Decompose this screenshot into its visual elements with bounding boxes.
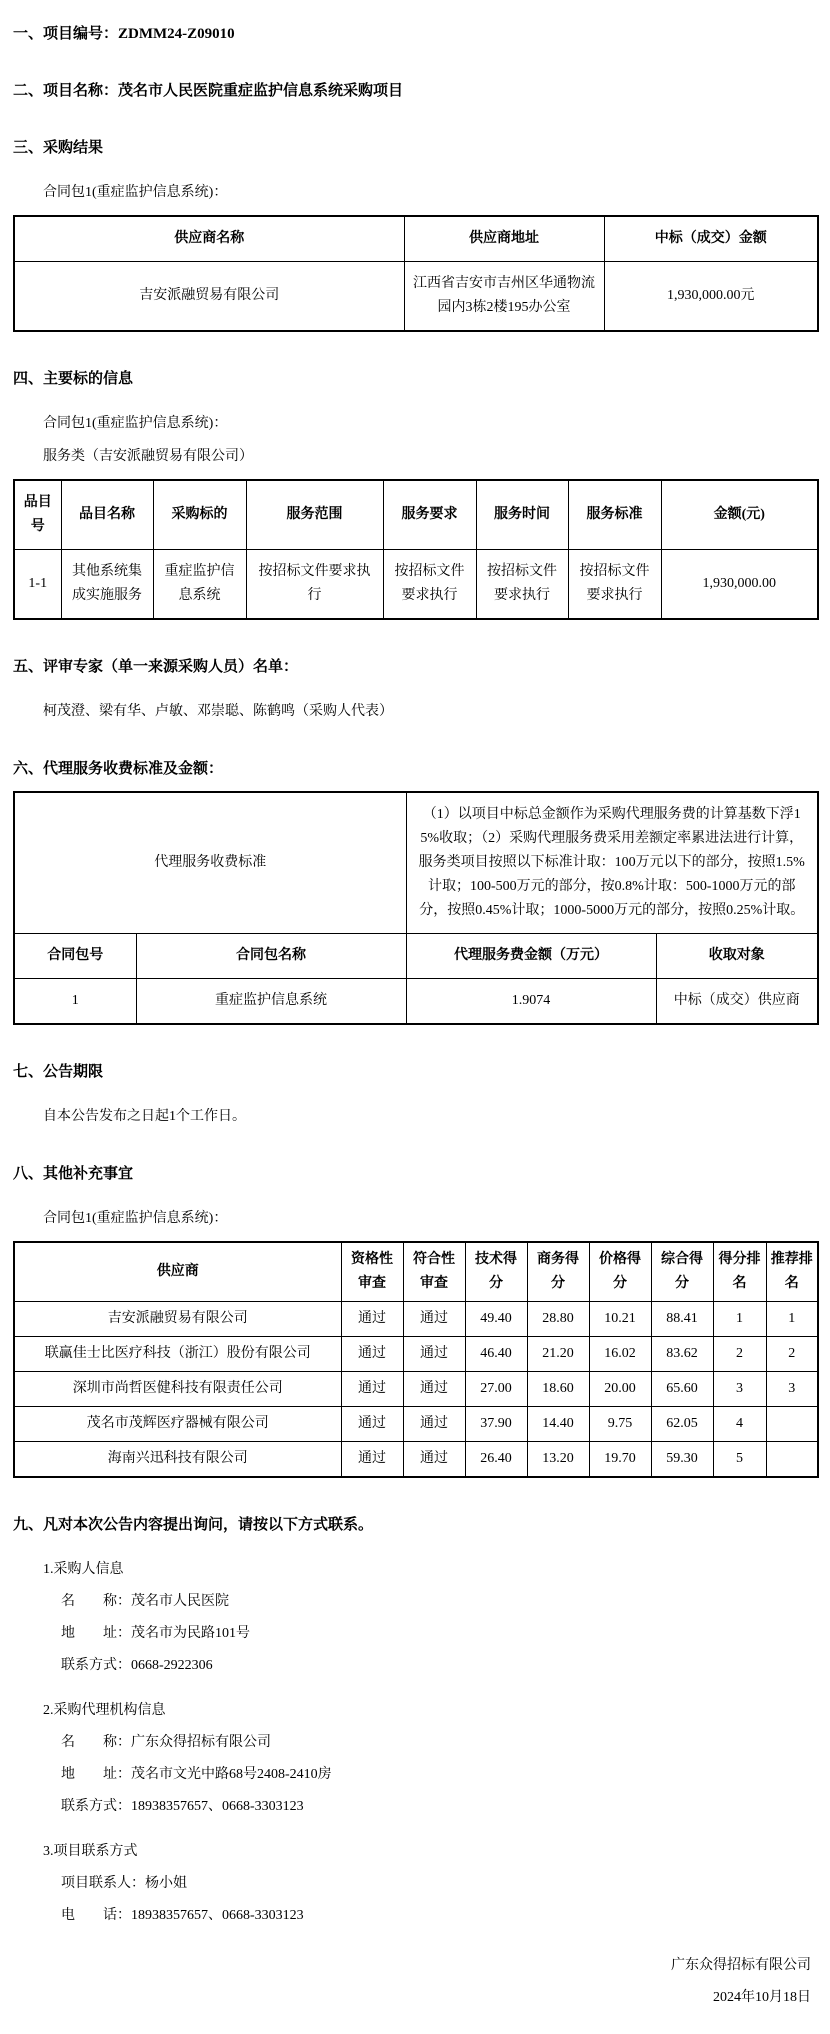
header-fee-amount: 代理服务费金额（万元） [406,934,656,979]
score-rank-cell: 4 [713,1407,766,1442]
item-table-header-row [14,480,818,550]
header-supplier: 供应商 [14,1242,341,1302]
header-item-amount: 金额(元) [661,480,818,550]
score-table-row [14,1407,818,1442]
purchaser-name-line: 名 称：茂名市人民医院 [61,1594,229,1609]
technical-score-cell: 37.90 [465,1407,527,1442]
total-score-cell: 62.05 [651,1407,713,1442]
technical-score-cell: 27.00 [465,1372,527,1407]
item-table-row [14,550,818,620]
result-table-row [14,262,818,332]
purchaser-address-line: 地 址：茂名市为民路101号 [61,1626,250,1641]
supplier-cell: 联赢佳士比医疗科技（浙江）股份有限公司 [14,1337,341,1372]
package-label-subject: 合同包1(重症监护信息系统)： [43,416,228,431]
supplier-cell: 海南兴迅科技有限公司 [14,1442,341,1478]
header-service-time: 服务时间 [476,480,568,550]
supplier-cell: 吉安派融贸易有限公司 [14,1302,341,1337]
section-title-agency-fee: 六、代理服务收费标准及金额： [13,761,224,777]
agency-fee-table [13,791,819,1025]
technical-score-cell: 46.40 [465,1337,527,1372]
qualification-cell: 通过 [341,1372,403,1407]
technical-score-cell: 26.40 [465,1442,527,1478]
header-item-name: 品目名称 [61,480,153,550]
header-fee-payer: 收取对象 [656,934,818,979]
section-title-project-number: 一、项目编号：ZDMM24-Z09010 [13,26,235,42]
signature-date: 2024年10月18日 [713,1990,811,2005]
purchaser-info-title: 1.采购人信息 [43,1562,124,1577]
header-score-rank: 得分排名 [713,1242,766,1302]
recommend-rank-cell: 2 [766,1337,818,1372]
recommend-rank-cell [766,1442,818,1478]
announcement-period-text: 自本公告发布之日起1个工作日。 [43,1109,246,1124]
score-table-row [14,1302,818,1337]
package-label-result: 合同包1(重症监护信息系统)： [43,185,228,200]
price-score-cell: 9.75 [589,1407,651,1442]
recommend-rank-cell: 3 [766,1372,818,1407]
section-title-main-subject-info: 四、主要标的信息 [13,371,134,387]
section-title-contact: 九、凡对本次公告内容提出询问，请按以下方式联系。 [13,1517,374,1533]
procurement-result-table [13,215,819,332]
service-category-label: 服务类（吉安派融贸易有限公司） [43,449,253,464]
section-title-procurement-result: 三、采购结果 [13,140,104,156]
header-qualification-review: 资格性审查 [341,1242,403,1302]
recommend-rank-cell [766,1407,818,1442]
business-score-cell: 14.40 [527,1407,589,1442]
purchaser-phone-line: 联系方式：0668-2922306 [61,1658,213,1673]
service-standard-cell: 按招标文件要求执行 [568,550,661,620]
business-score-cell: 21.20 [527,1337,589,1372]
business-score-cell: 13.20 [527,1442,589,1478]
header-total-score: 综合得分 [651,1242,713,1302]
fee-table-row [14,979,818,1025]
fee-table-header-row [14,934,818,979]
supplier-name-cell: 吉安派融贸易有限公司 [14,262,404,332]
header-business-score: 商务得分 [527,1242,589,1302]
package-no-cell: 1 [14,979,136,1025]
header-package-no: 合同包号 [14,934,136,979]
price-score-cell: 19.70 [589,1442,651,1478]
score-table-row [14,1337,818,1372]
score-rank-cell: 3 [713,1372,766,1407]
signature-block [13,1956,817,2008]
section-title-announcement-period: 七、公告期限 [13,1064,104,1080]
conformity-cell: 通过 [403,1442,465,1478]
signature-org: 广东众得招标有限公司 [671,1958,811,1973]
score-rank-cell: 1 [713,1302,766,1337]
supplier-score-table [13,1241,819,1478]
subject-item-table [13,479,819,620]
package-label-supplementary: 合同包1(重症监护信息系统)： [43,1211,228,1226]
fee-standard-label-cell: 代理服务收费标准 [14,792,406,934]
qualification-cell: 通过 [341,1302,403,1337]
header-service-scope: 服务范围 [246,480,383,550]
fee-standard-text-cell: （1）以项目中标总金额作为采购代理服务费的计算基数下浮15%收取；（2）采购代理服务费采用差额定率累进法进行计算，服务类项目按照以下标准计取：100万元以下的部分，按照1.5%计取；100-500万元的部分，按0.8%计取：500-1000万元的部分，按照0.45%计取；1000-5000万元的部分，按照0.25%计取。 [406,792,818,934]
total-score-cell: 59.30 [651,1442,713,1478]
header-conformity-review: 符合性审查 [403,1242,465,1302]
header-price-score: 价格得分 [589,1242,651,1302]
item-amount-cell: 1,930,000.00 [661,550,818,620]
package-name-cell: 重症监护信息系统 [136,979,406,1025]
qualification-cell: 通过 [341,1337,403,1372]
agency-name-line: 名 称：广东众得招标有限公司 [61,1735,271,1750]
score-rank-cell: 2 [713,1337,766,1372]
section-title-experts: 五、评审专家（单一来源采购人员）名单： [13,659,299,675]
header-package-name: 合同包名称 [136,934,406,979]
recommend-rank-cell: 1 [766,1302,818,1337]
experts-list: 柯茂澄、梁有华、卢敏、邓崇聪、陈鹤鸣（采购人代表） [43,704,393,719]
business-score-cell: 18.60 [527,1372,589,1407]
score-table-row [14,1442,818,1478]
qualification-cell: 通过 [341,1407,403,1442]
item-name-cell: 其他系统集成实施服务 [61,550,153,620]
agency-info-title: 2.采购代理机构信息 [43,1703,166,1718]
supplier-cell: 茂名市茂辉医疗器械有限公司 [14,1407,341,1442]
conformity-cell: 通过 [403,1372,465,1407]
header-supplier-name: 供应商名称 [14,216,404,262]
award-amount-cell: 1,930,000.00元 [604,262,818,332]
score-table-row [14,1372,818,1407]
conformity-cell: 通过 [403,1337,465,1372]
total-score-cell: 88.41 [651,1302,713,1337]
header-supplier-address: 供应商地址 [404,216,604,262]
header-item-no: 品目号 [14,480,61,550]
business-score-cell: 28.80 [527,1302,589,1337]
project-contact-phone-line: 电 话：18938357657、0668-3303123 [61,1908,304,1923]
service-requirement-cell: 按招标文件要求执行 [383,550,476,620]
fee-payer-cell: 中标（成交）供应商 [656,979,818,1025]
header-service-requirement: 服务要求 [383,480,476,550]
item-no-cell: 1-1 [14,550,61,620]
supplier-address-cell: 江西省吉安市吉州区华通物流园内3栋2楼195办公室 [404,262,604,332]
project-contact-title: 3.项目联系方式 [43,1844,138,1859]
conformity-cell: 通过 [403,1302,465,1337]
price-score-cell: 16.02 [589,1337,651,1372]
fee-standard-row [14,792,818,934]
total-score-cell: 83.62 [651,1337,713,1372]
project-contact-person-line: 项目联系人：杨小姐 [61,1876,187,1891]
score-rank-cell: 5 [713,1442,766,1478]
qualification-cell: 通过 [341,1442,403,1478]
section-title-supplementary: 八、其他补充事宜 [13,1166,134,1182]
result-table-header-row [14,216,818,262]
agency-phone-line: 联系方式：18938357657、0668-3303123 [61,1799,304,1814]
procurement-target-cell: 重症监护信息系统 [153,550,246,620]
score-table-header-row [14,1242,818,1302]
service-time-cell: 按招标文件要求执行 [476,550,568,620]
section-title-project-name: 二、项目名称：茂名市人民医院重症监护信息系统采购项目 [13,83,404,99]
service-scope-cell: 按招标文件要求执行 [246,550,383,620]
header-service-standard: 服务标准 [568,480,661,550]
price-score-cell: 20.00 [589,1372,651,1407]
header-technical-score: 技术得分 [465,1242,527,1302]
agency-address-line: 地 址：茂名市文光中路68号2408-2410房 [61,1767,332,1782]
fee-amount-cell: 1.9074 [406,979,656,1025]
technical-score-cell: 49.40 [465,1302,527,1337]
header-procurement-target: 采购标的 [153,480,246,550]
header-recommend-rank: 推荐排名 [766,1242,818,1302]
conformity-cell: 通过 [403,1407,465,1442]
total-score-cell: 65.60 [651,1372,713,1407]
price-score-cell: 10.21 [589,1302,651,1337]
header-award-amount: 中标（成交）金额 [604,216,818,262]
supplier-cell: 深圳市尚哲医健科技有限责任公司 [14,1372,341,1407]
